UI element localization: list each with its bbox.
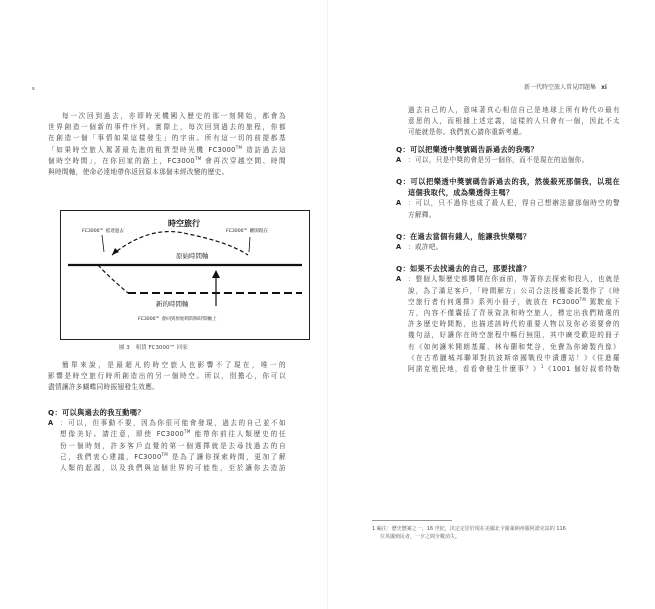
text-line: 簡單來說，是最超凡的時空旅人也影響不了現在，唯一的 bbox=[62, 361, 286, 369]
text-fragment: 駕駛座下 bbox=[589, 297, 620, 306]
text-line: 盡情讓許多蝴蝶同時振翅發生效應。 bbox=[48, 383, 160, 392]
footnote-rule bbox=[372, 520, 452, 521]
text-line bbox=[48, 156, 286, 167]
text-fragment: 能帶你前往人類歷史的任 bbox=[194, 430, 286, 439]
text-fragment: 《1001 個好叔希特勒 bbox=[543, 365, 620, 374]
text-line: ：可以，只是中獎的會是另一個你，而不是現在的這個你。 bbox=[408, 155, 589, 164]
qa-block-left bbox=[48, 407, 286, 474]
qa-block-right bbox=[396, 105, 620, 375]
answer-block bbox=[396, 274, 620, 375]
label-new-timeline: 新的時間軸 bbox=[156, 300, 189, 308]
intro-paragraph bbox=[48, 111, 286, 178]
page-number: xi bbox=[601, 84, 607, 91]
label-time-travel: 時空旅行 bbox=[168, 219, 200, 228]
left-page bbox=[0, 0, 327, 609]
trademark-mark: TM bbox=[161, 451, 169, 457]
text-line: 世界創造一個新的事件序列。實際上，每次回到過去的旅程，你都 bbox=[48, 123, 286, 132]
text-line: ：或許吧。 bbox=[408, 243, 443, 252]
trademark-mark: TM bbox=[579, 296, 587, 302]
label-fc-leave-present: FC3000™ 離開現在 bbox=[226, 229, 268, 234]
label-fc-arrive-past: FC3000™ 抵達過去 bbox=[82, 229, 124, 234]
text-line bbox=[60, 429, 286, 440]
footnote-line: 位英國殖民者，一夕之間全數消失。 bbox=[380, 534, 461, 540]
running-head bbox=[524, 82, 607, 91]
answer-label: A bbox=[396, 155, 402, 164]
text-line: 幾句話，好讓你在時空旅程中暢行無阻，其中廣受歡迎的冊子 bbox=[408, 331, 620, 340]
text-line: 《在古希臘城邦聯軍對抗波斯帝國戰役中潰遭站！》《住進羅 bbox=[408, 353, 620, 362]
text-line bbox=[408, 364, 620, 375]
answer-label: A bbox=[396, 199, 402, 208]
text-line: 每一次回到過去，亦即時光機闖入歷史的那一刻開始，都會為 bbox=[62, 112, 286, 120]
answer-block bbox=[396, 242, 620, 253]
text-line: 影響是時空旅行時所創造出的另一個時空。所以，別擔心，你可以 bbox=[48, 372, 286, 381]
text-line bbox=[60, 452, 286, 463]
text-line: 與時間軸，使命必達地帶你返回原本那個未經改變的歷史。 bbox=[48, 168, 229, 177]
answer-block bbox=[396, 198, 620, 220]
answer-label: A bbox=[396, 243, 402, 252]
question-heading: Q：可以與過去的我互動嗎？ bbox=[48, 408, 145, 417]
footnote bbox=[372, 525, 622, 541]
question-heading bbox=[396, 176, 620, 198]
text-fragment: 個時空時間」，在你回家的路上，FC3000 bbox=[48, 156, 195, 165]
text-fragment: 是為了讓你探索時間，更加了解 bbox=[171, 452, 286, 461]
footnote-reference[interactable]: 1 bbox=[540, 364, 544, 369]
text-fragment: 空旅行者有何選擇》系列小冊子，就放在 FC3000 bbox=[408, 297, 580, 306]
text-line: 這個我取代，成為樂透得主嗎？ bbox=[408, 188, 514, 198]
footnote-line: 1 編注：歷史懸案之一，16 世紀，決定定居於現在美國北卡羅萊納州羅阿諾克島的 116 bbox=[372, 526, 566, 532]
text-line: 可能就是你。我們衷心請你重新考慮。 bbox=[408, 128, 527, 137]
text-line: 有《如何讓米開朗基羅、林布蘭和梵谷，免費為你繪製肖像》 bbox=[408, 342, 620, 351]
answer-label: A bbox=[48, 419, 54, 428]
trademark-mark: TM bbox=[235, 144, 243, 150]
answer-label: A bbox=[396, 275, 402, 284]
text-fragment: 己，我們衷心建議，FC3000 bbox=[60, 452, 162, 461]
question-heading: Q：如果不去找過去的自己，那要找誰？ bbox=[396, 264, 531, 274]
question-heading: Q：可以把樂透中獎號碼告訴過去的我嗎？ bbox=[396, 144, 539, 154]
right-page bbox=[328, 0, 655, 609]
text-fragment: 想像美好。請注意，即使 FC3000 bbox=[60, 430, 185, 439]
label-original-timeline: 原始時間軸 bbox=[176, 252, 209, 260]
answer-block bbox=[48, 418, 286, 474]
text-line bbox=[48, 145, 286, 156]
text-line: 份一個時刻，許多客戶直覺的第一個選擇就是去尋找過去的自 bbox=[60, 441, 286, 450]
text-line: Q：可以把樂透中獎號碼告訴過去的我，然後殺死那個我，以現在 bbox=[396, 177, 620, 187]
text-line: 方，內容不僅囊括了背景資訊和時空旅人，標定出我們精選的 bbox=[408, 309, 620, 318]
time-travel-diagram bbox=[60, 210, 310, 340]
running-head-title: 新一代時空旅人常見問題集 bbox=[524, 84, 597, 91]
trademark-mark: TM bbox=[184, 429, 191, 435]
text-fragment: 「如果時空旅人駕著最先進的租賃型時光機 FC3000 bbox=[48, 145, 236, 154]
label-return-note: FC3000™ 會回到原始時間和時間軸上 bbox=[138, 317, 217, 322]
text-fragment: 造訪過去這 bbox=[246, 145, 286, 154]
text-line: ：可以，只不過你也成了殺人犯，得自己想辦法避那個時空的警 bbox=[408, 199, 620, 208]
text-fragment: 會再次穿越空間、時間 bbox=[205, 156, 286, 165]
text-line: 意思的人，而根據上述定義，這樣的人只會有一個，因此不太 bbox=[408, 117, 620, 126]
text-line: 許多歷史時間點，也描述該時代的重要人物以及你必須要會的 bbox=[408, 320, 620, 329]
text-line: 方解釋。 bbox=[408, 210, 436, 219]
text-line: 在創造一個「事情如果這樣發生」的宇宙。所有這一切的前提都基 bbox=[48, 134, 286, 143]
figure-caption bbox=[119, 343, 188, 351]
text-line: 過去自己的人，意味著真心相信自己是地球上所有時代の最有 bbox=[408, 106, 620, 114]
continued-answer bbox=[396, 105, 620, 139]
answer-block bbox=[396, 155, 620, 166]
text-line: 人類的起源，以及我們與這個世界的可能性，至於讓你去造訪 bbox=[60, 464, 286, 473]
page-marker: s bbox=[32, 86, 35, 92]
text-line: ：可以，但事動不要，因為你很可能會發現，過去的自己並不如 bbox=[60, 419, 286, 428]
text-line: ：整個人類歷史都攤開在你面前，等著你去探索和投入，也就是 bbox=[408, 275, 620, 284]
text-fragment: 阿諾克殖民地，看看會發生什麼事？》 bbox=[408, 365, 541, 374]
figure-number: 圖 3 bbox=[119, 345, 130, 351]
question-heading: Q：在過去當個有錢人，能讓我快樂嗎？ bbox=[396, 231, 531, 241]
trademark-mark: TM bbox=[194, 155, 202, 161]
text-line bbox=[408, 297, 620, 308]
second-paragraph bbox=[48, 360, 286, 394]
figure-caption-text: 租賃 FC3000™ 回家 bbox=[135, 345, 188, 351]
text-line: 說，為了滿足客戶，「時間解方」公司合法授權委託製作了《時 bbox=[408, 286, 620, 295]
